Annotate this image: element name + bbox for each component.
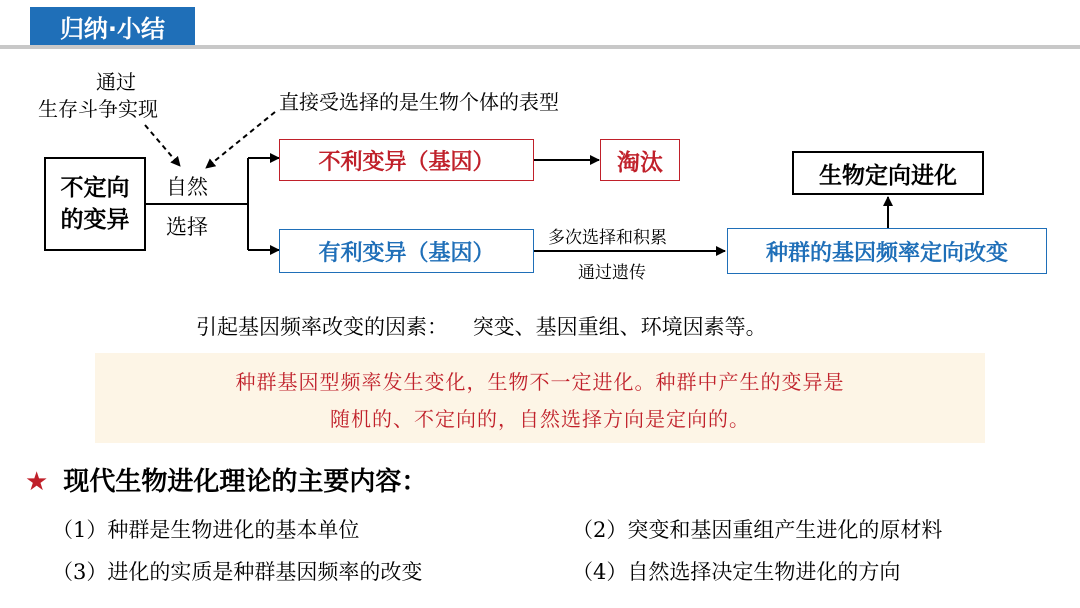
frequency-change-box <box>727 228 1047 274</box>
accumulate-label-top: 多次选择和积累 <box>548 228 667 248</box>
struggle-note-line2: 生存斗争实现 <box>38 97 158 121</box>
unfavorable-variation-box <box>279 139 534 181</box>
struggle-dashed-arrow <box>145 125 180 166</box>
frequency-change-label: 种群的基因频率定向改变 <box>765 240 1008 266</box>
directed-evolution-box <box>792 151 984 195</box>
favorable-variation-box <box>279 229 534 273</box>
factors-label: 引起基因频率改变的因素： <box>196 315 448 339</box>
eliminated-label: 淘汰 <box>617 149 663 176</box>
theory-item-4: （4）自然选择决定生物进化的方向 <box>572 560 901 584</box>
accumulate-label-bottom: 通过遗传 <box>578 263 646 283</box>
theory-item-1: （1）种群是生物进化的基本单位 <box>52 518 360 542</box>
favorable-label: 有利变异（基因） <box>318 240 495 266</box>
undirected-variation-box <box>44 157 146 251</box>
theory-item-2: （2）突变和基因重组产生进化的原材料 <box>572 518 943 542</box>
struggle-note-line1: 通过 <box>96 70 136 94</box>
unfavorable-label: 不利变异（基因） <box>318 149 495 175</box>
selection-label-line2: 选择 <box>166 215 208 239</box>
section-title: 归纳·小结 <box>59 15 166 43</box>
directed-evolution-label: 生物定向进化 <box>819 162 957 189</box>
variation-line1: 不定向 <box>60 174 130 201</box>
factors-line <box>196 311 767 341</box>
note-line1: 种群基因型频率发生变化，生物不一定进化。种群中产生的变异是 <box>235 370 845 394</box>
theory-heading <box>25 461 427 498</box>
star-icon: ★ <box>25 467 49 497</box>
note-box <box>95 353 985 443</box>
phenotype-dashed-arrow <box>206 112 275 168</box>
note-line2: 随机的、不定向的，自然选择方向是定向的。 <box>330 407 750 431</box>
theory-item-3: （3）进化的实质是种群基因频率的改变 <box>52 560 423 584</box>
phenotype-note: 直接受选择的是生物个体的表型 <box>279 90 559 114</box>
variation-line2: 的变异 <box>60 207 130 233</box>
factors-items: 突变、基因重组、环境因素等。 <box>472 315 767 339</box>
theory-title: 现代生物进化理论的主要内容： <box>63 467 428 497</box>
selection-label-line1: 自然 <box>166 175 208 199</box>
eliminated-box <box>600 139 680 181</box>
